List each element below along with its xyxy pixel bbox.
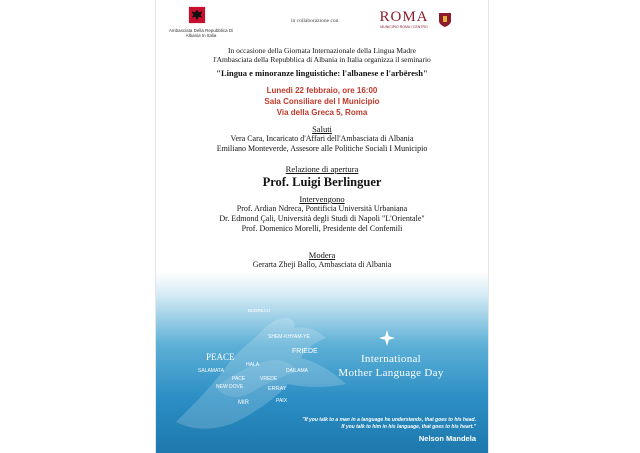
intervengono-title: Intervengono [299,194,345,204]
dove-word: SHEM-KHYAM-YE [268,334,310,340]
event-details [156,85,488,118]
saluti-speaker: Vera Cara, Incaricato d'Affari dell'Ambasciata di Albania [230,134,414,143]
intro-text [156,46,488,64]
imld-line-2: Mother Language Day [338,367,444,379]
poster-header [156,4,488,44]
poster-right-edge [488,0,489,453]
modera-section [156,250,488,270]
quote-line-1: "If you talk to a man in a language he understands, that goes to his head. [302,417,476,423]
saluti-title: Saluti [312,124,332,134]
dove-word: HALA [246,362,260,368]
relazione-speaker: Prof. Luigi Berlinguer [262,175,382,189]
event-address: Via della Greca 5, Roma [276,108,368,117]
dove-word: PACE [232,376,246,382]
intervengono-speaker: Prof. Ardian Ndreca, Pontificia Università Urbaniana [236,204,408,213]
intervengono-speaker: Prof. Domenico Morelli, Presidente del Confemili [241,224,403,233]
intervengono-section [156,194,488,234]
dove-word: DAILAMA [286,368,308,374]
seminar-poster [156,0,488,453]
intro-line-2: l'Ambasciata della Repubblica di Albania in Italia organizza il seminario [213,55,431,64]
saluti-section [156,124,488,154]
saluti-speaker: Emiliano Monteverde, Assesore alle Politiche Sociali I Municipio [216,144,428,153]
dove-word: SALAMATA [198,368,224,374]
moderator: Gerarta Zheji Ballo, Ambasciata di Albania [252,260,392,269]
sparkle-icon [378,329,396,347]
dove-word: NEW DOVE [216,384,244,390]
relazione-title: Relazione di apertura [285,164,359,174]
roma-logo-sub: MUNICIPIO ROMA I CENTRO [380,25,428,29]
mother-language-day-banner [156,272,488,453]
event-date: Lunedì 22 febbraio, ore 16:00 [266,86,378,95]
dove-word: FRIEDE [292,348,318,355]
dove-word: MIR [238,400,249,406]
quote-author: Nelson Mandela [418,434,476,443]
dove-word: PEACE [206,352,235,362]
dove-word: VREDE [260,376,278,382]
embassy-name: Ambasciata Della Repubblica Di Albania In Italia [168,28,234,38]
collaboration-label: in collaborazione con [291,18,339,24]
intervengono-speaker: Dr. Edmond Çali, Università degli Studi di Napoli "L'Orientale" [219,214,425,223]
dove-word: BUDRECH [248,308,271,313]
quote-line-2: If you talk to him in his language, that goes to his heart." [341,424,476,430]
relazione-section [156,164,488,189]
dove-word: PAIX [276,398,288,404]
roma-crest-icon [438,12,452,28]
albanian-eagle-icon [188,6,206,24]
mandela-quote [276,417,476,431]
imld-title [316,352,466,380]
roma-logo [374,10,434,29]
dove-word: ERRAY [268,386,287,392]
imld-line-1: International [360,353,422,365]
intro-line-1: In occasione della Giornata Internazionale della Lingua Madre [227,46,417,55]
modera-title: Modera [308,250,336,260]
seminar-title: "Lingua e minoranze linguistiche: l'albanese e l'arbëresh" [216,68,428,78]
event-venue: Sala Consiliare del I Municipio [264,97,380,106]
roma-logo-word: ROMA [379,9,429,25]
